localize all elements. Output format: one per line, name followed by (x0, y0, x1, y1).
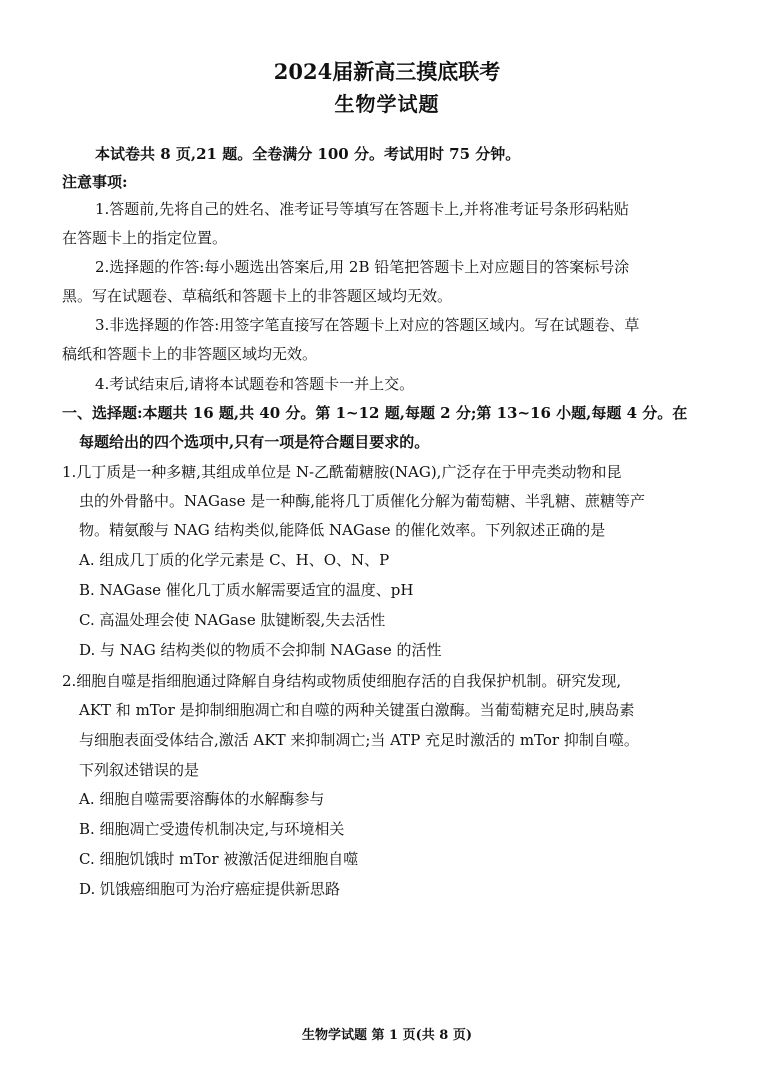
notice-heading: 注意事项: (62, 173, 128, 191)
question-1-option-d: D. 与 NAG 结构类似的物质不会抑制 NAGase 的活性 (79, 641, 442, 659)
question-2-option-d: D. 饥饿癌细胞可为治疗癌症提供新思路 (79, 880, 341, 898)
notice-item-4: 4.考试结束后,请将本试题卷和答题卡一并上交。 (95, 375, 415, 393)
question-2-stem-2: AKT 和 mTor 是抑制细胞凋亡和自噬的两种关键蛋白激酶。当葡萄糖充足时,胰岛素 (79, 701, 635, 719)
question-1-option-b: B. NAGase 催化几丁质水解需要适宜的温度、pH (79, 581, 414, 599)
exam-intro: 本试卷共 8 页,21 题。全卷满分 100 分。考试用时 75 分钟。 (95, 145, 521, 163)
question-1-stem: 1.几丁质是一种多糖,其组成单位是 N-乙酰葡糖胺(NAG),广泛存在于甲壳类动物和昆 (62, 463, 622, 481)
section-heading: 一、选择题:本题共 16 题,共 40 分。第 1~12 题,每题 2 分;第 13~16 小题,每题 4 分。在 (62, 404, 688, 422)
question-2-option-b: B. 细胞凋亡受遗传机制决定,与环境相关 (79, 820, 345, 838)
section-heading-cont: 每题给出的四个选项中,只有一项是符合题目要求的。 (79, 433, 430, 451)
notice-item-2: 2.选择题的作答:每小题选出答案后,用 2B 铅笔把答题卡上对应题目的答案标号涂 (95, 258, 630, 276)
question-2-stem-4: 下列叙述错误的是 (79, 761, 200, 779)
notice-item-2-cont: 黑。写在试题卷、草稿纸和答题卡上的非答题区域均无效。 (62, 287, 453, 305)
notice-item-3: 3.非选择题的作答:用签字笔直接写在答题卡上对应的答题区域内。写在试题卷、草 (95, 316, 640, 334)
question-2-option-a: A. 细胞自噬需要溶酶体的水解酶参与 (79, 790, 325, 808)
question-1-option-c: C. 高温处理会使 NAGase 肽键断裂,失去活性 (79, 611, 386, 629)
exam-subject: 生物学试题 (334, 92, 440, 116)
question-1-option-a: A. 组成几丁质的化学元素是 C、H、O、N、P (79, 551, 390, 569)
question-2-stem-3: 与细胞表面受体结合,激活 AKT 来抑制凋亡;当 ATP 充足时激活的 mTor 抑制自噬。 (79, 731, 639, 749)
question-2-option-c: C. 细胞饥饿时 mTor 被激活促进细胞自噬 (79, 850, 359, 868)
question-2-stem: 2.细胞自噬是指细胞通过降解自身结构或物质使细胞存活的自我保护机制。研究发现, (62, 672, 622, 690)
exam-title: 2024届新高三摸底联考 (273, 59, 501, 84)
question-1-stem-2: 虫的外骨骼中。NAGase 是一种酶,能将几丁质催化分解为葡萄糖、半乳糖、蔗糖等产 (79, 492, 645, 510)
notice-item-3-cont: 稿纸和答题卡上的非答题区域均无效。 (62, 345, 318, 363)
notice-item-1: 1.答题前,先将自己的姓名、准考证号等填写在答题卡上,并将准考证号条形码粘贴 (95, 200, 629, 218)
question-1-stem-3: 物。精氨酸与 NAG 结构类似,能降低 NAGase 的催化效率。下列叙述正确的是 (79, 521, 606, 539)
notice-item-1-cont: 在答题卡上的指定位置。 (62, 229, 228, 247)
page-footer: 生物学试题 第 1 页(共 8 页) (301, 1028, 473, 1043)
